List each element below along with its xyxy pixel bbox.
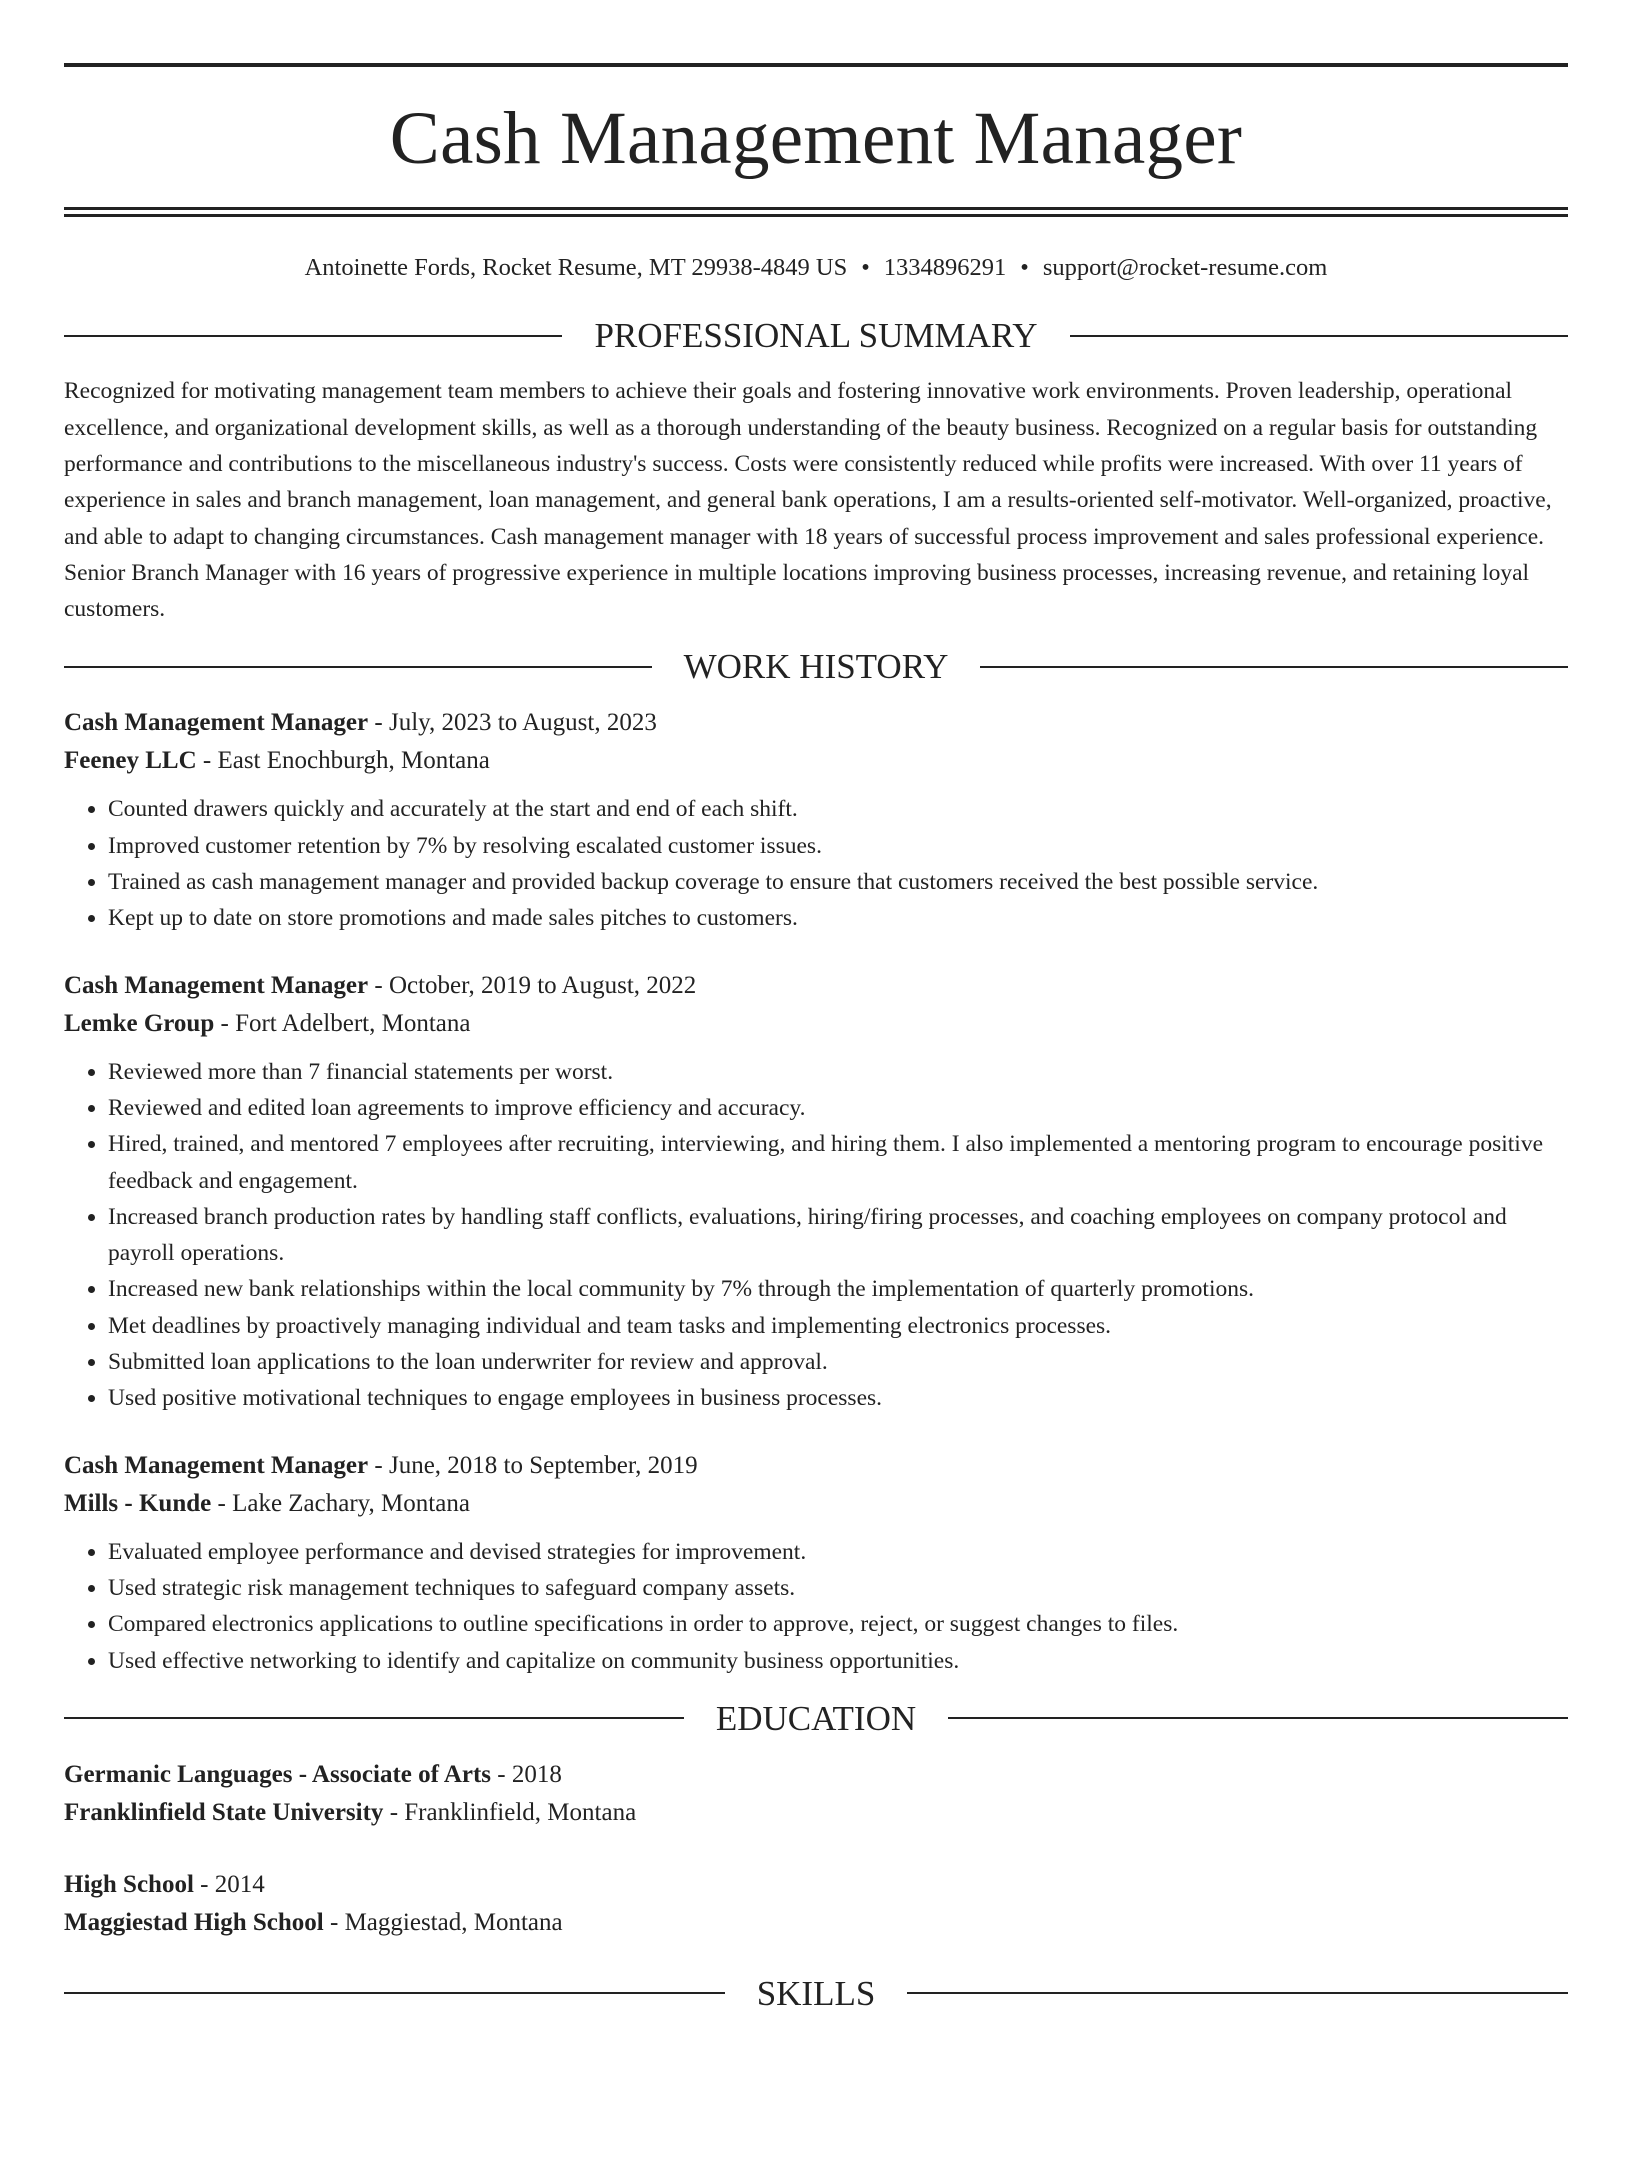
education-location: - Maggiestad, Montana — [323, 1908, 563, 1936]
list-item: • Increased new bank relationships within the local community by 7% through the implementation of quarterly promotions. — [108, 1271, 1568, 1307]
job-dates: - July, 2023 to August, 2023 — [368, 709, 657, 737]
header-double-rule — [64, 207, 1568, 217]
list-item: • Improved customer retention by 7% by resolving escalated customer issues. — [108, 828, 1568, 864]
contact-separator: • — [1020, 254, 1029, 281]
resume-page — [0, 63, 1632, 2175]
section-title: WORK HISTORY — [683, 647, 949, 687]
list-item: • Reviewed more than 7 financial statements per worst. — [108, 1054, 1568, 1090]
job-entry — [64, 704, 1568, 936]
job-title: Cash Management Manager — [64, 971, 369, 999]
section-heading-work-history — [64, 647, 1568, 687]
job-bullets — [64, 1054, 1568, 1417]
job-entry — [64, 967, 1568, 1417]
header-top-rule — [64, 63, 1568, 67]
section-rule-right — [1070, 335, 1568, 337]
list-item: • Met deadlines by proactively managing individual and team tasks and implementing electronics processes. — [108, 1308, 1568, 1344]
summary-paragraph: Recognized for motivating management team members to achieve their goals and fostering innovative work environments. Proven leadership, operational excellence, and organizational development skills, as well as a thorough understanding of the beauty business. Recognized on a regular basis for outstanding performance and contributions to the miscellaneous industry's success. Costs were consistently reduced while profits were increased. With over 11 years of experience in sales and branch management, loan management, and general bank operations, I am a results-oriented self-motivator. Well-organized, proactive, and able to adapt to changing circumstances. Cash management manager with 18 years of successful process improvement and sales professional experience. Senior Branch Manager with 16 years of progressive experience in multiple locations improving business processes, increasing revenue, and retaining loyal customers. — [64, 378, 1552, 623]
contact-address: Antoinette Fords, Rocket Resume, MT 29938-4849 US — [304, 254, 848, 281]
section-rule-right — [948, 1717, 1568, 1719]
list-item: • Reviewed and edited loan agreements to improve efficiency and accuracy. — [108, 1090, 1568, 1126]
education-entry — [64, 1866, 1568, 1942]
list-item: • Used positive motivational techniques to engage employees in business processes. — [108, 1380, 1568, 1416]
education-degree: High School — [64, 1870, 194, 1898]
list-item: • Hired, trained, and mentored 7 employees after recruiting, interviewing, and hiring them. I also implemented a mentoring program to encourage positive feedback and engagement. — [108, 1126, 1568, 1199]
list-item: • Submitted loan applications to the loan underwriter for review and approval. — [108, 1344, 1568, 1380]
job-company: Lemke Group — [64, 1009, 215, 1037]
job-company-line — [64, 742, 1568, 780]
list-item: • Counted drawers quickly and accurately at the start and end of each shift. — [108, 791, 1568, 827]
contact-email: support@rocket-resume.com — [1042, 254, 1328, 281]
section-heading-skills — [64, 1973, 1568, 2013]
education-school-line — [64, 1904, 1568, 1942]
section-rule-left — [64, 666, 652, 668]
job-location: - Fort Adelbert, Montana — [214, 1009, 471, 1037]
section-rule-left — [64, 1992, 725, 1994]
list-item: • Used strategic risk management techniques to safeguard company assets. — [108, 1570, 1568, 1606]
list-item: • Used effective networking to identify and capitalize on community business opportunities. — [108, 1643, 1568, 1679]
job-dates: - June, 2018 to September, 2019 — [368, 1451, 698, 1479]
work-history-list — [64, 704, 1568, 1678]
job-company: Feeney LLC — [64, 747, 197, 775]
job-company-line — [64, 1005, 1568, 1043]
list-item: • Evaluated employee performance and devised strategies for improvement. — [108, 1534, 1568, 1570]
education-degree: Germanic Languages - Associate of Arts — [64, 1760, 492, 1788]
section-rule-right — [907, 1992, 1568, 1994]
section-title: SKILLS — [756, 1973, 876, 2013]
education-school: Maggiestad High School — [64, 1908, 324, 1936]
education-school: Franklinfield State University — [64, 1798, 384, 1826]
education-degree-line — [64, 1866, 1568, 1904]
job-company-line — [64, 1485, 1568, 1523]
list-item: • Kept up to date on store promotions and made sales pitches to customers. — [108, 900, 1568, 936]
section-rule-right — [980, 666, 1568, 668]
list-item: • Increased branch production rates by handling staff conflicts, evaluations, hiring/firing processes, and coaching employees on company protocol and payroll operations. — [108, 1199, 1568, 1272]
section-title: EDUCATION — [715, 1698, 917, 1738]
list-item: • Trained as cash management manager and provided backup coverage to ensure that customers received the best possible service. — [108, 864, 1568, 900]
education-location: - Franklinfield, Montana — [383, 1798, 637, 1826]
job-dates: - October, 2019 to August, 2022 — [368, 971, 697, 999]
section-rule-left — [64, 1717, 684, 1719]
contact-phone: 1334896291 — [883, 254, 1007, 281]
education-year: - 2018 — [491, 1760, 562, 1788]
job-title-line — [64, 1447, 1568, 1485]
section-title: PROFESSIONAL SUMMARY — [594, 316, 1038, 356]
job-entry — [64, 1447, 1568, 1679]
education-school-line — [64, 1794, 1568, 1832]
section-heading-education — [64, 1698, 1568, 1738]
resume-title: Cash Management Manager — [389, 97, 1243, 180]
education-year: - 2014 — [193, 1870, 265, 1898]
job-bullets — [64, 1534, 1568, 1679]
job-location: - East Enochburgh, Montana — [196, 747, 490, 775]
section-heading-summary — [64, 316, 1568, 356]
job-bullets — [64, 791, 1568, 936]
education-degree-line — [64, 1756, 1568, 1794]
section-rule-left — [64, 335, 562, 337]
contact-line — [64, 253, 1568, 282]
job-title: Cash Management Manager — [64, 1451, 369, 1479]
job-title-line — [64, 704, 1568, 742]
contact-separator: • — [861, 254, 870, 281]
list-item: • Compared electronics applications to outline specifications in order to approve, reject, or suggest changes to files. — [108, 1606, 1568, 1642]
job-company: Mills - Kunde — [64, 1489, 212, 1517]
job-title: Cash Management Manager — [64, 709, 369, 737]
job-location: - Lake Zachary, Montana — [211, 1489, 470, 1517]
education-entry — [64, 1756, 1568, 1832]
job-title-line — [64, 967, 1568, 1005]
